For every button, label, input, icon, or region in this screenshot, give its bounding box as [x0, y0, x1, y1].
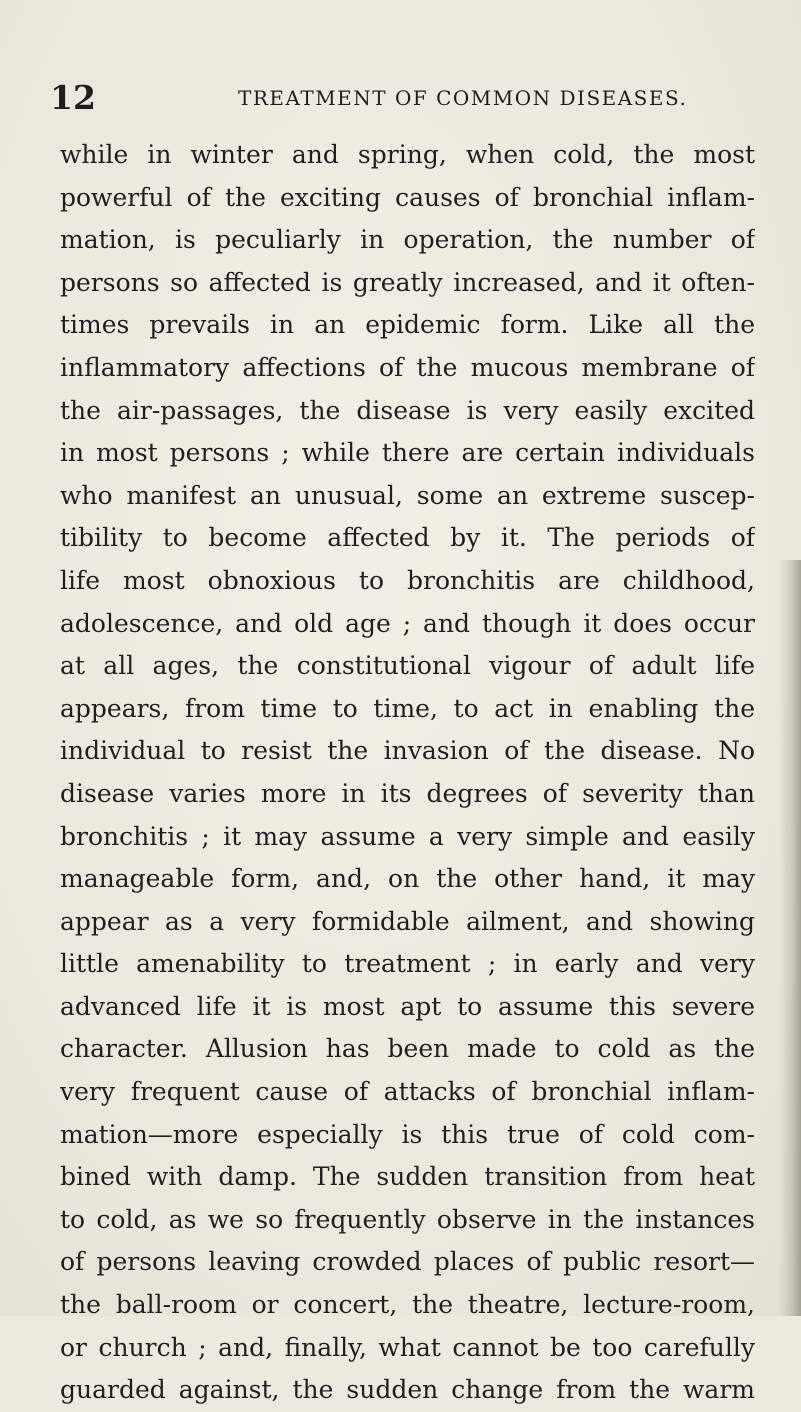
text-line: appear as a very formidable ailment, and showing — [60, 906, 755, 936]
text-line: manageable form, and, on the other hand, it may — [60, 864, 755, 894]
text-line: bined with damp. The sudden transition from heat — [60, 1162, 755, 1192]
text-line: mation—more especially is this true of cold com- — [60, 1119, 755, 1149]
text-line: to cold, as we so frequently observe in the instances — [60, 1204, 755, 1234]
text-line: advanced life it is most apt to assume this severe — [60, 991, 755, 1021]
text-line: the air-passages, the disease is very easily excited — [60, 395, 755, 425]
text-line: disease varies more in its degrees of severity than — [60, 778, 755, 808]
text-line: who manifest an unusual, some an extreme suscep- — [60, 480, 755, 510]
text-line: bronchitis ; it may assume a very simple and easily — [60, 821, 755, 851]
running-head: TREATMENT OF COMMON DISEASES. — [238, 86, 688, 110]
text-line: of persons leaving crowded places of public resort— — [60, 1247, 755, 1277]
text-line: powerful of the exciting causes of bronchial inflam- — [60, 182, 755, 212]
text-line: while in winter and spring, when cold, the most — [60, 140, 755, 169]
page-header — [50, 78, 750, 118]
text-line: guarded against, the sudden change from the warm — [60, 1375, 755, 1405]
text-line: inflammatory affections of the mucous membrane of — [60, 352, 755, 382]
text-line: life most obnoxious to bronchitis are childhood, — [60, 565, 755, 595]
text-line: persons so affected is greatly increased, and it often- — [60, 267, 755, 297]
text-line: individual to resist the invasion of the disease. No — [60, 736, 755, 766]
text-line: at all ages, the constitutional vigour of adult life — [60, 651, 755, 681]
page-number: 12 — [50, 78, 96, 117]
text-line: times prevails in an epidemic form. Like all the — [60, 310, 755, 340]
text-line: character. Allusion has been made to cold as the — [60, 1034, 755, 1064]
text-line: very frequent cause of attacks of bronchial inflam- — [60, 1077, 755, 1107]
text-line: appears, from time to time, to act in enabling the — [60, 693, 755, 723]
text-line: the ball-room or concert, the theatre, lecture-room, — [60, 1290, 755, 1320]
text-line: tibility to become affected by it. The periods of — [60, 523, 755, 553]
text-line: little amenability to treatment ; in early and very — [60, 949, 755, 979]
text-line: mation, is peculiarly in operation, the number of — [60, 225, 755, 255]
body-paragraph — [60, 134, 755, 1412]
text-line: adolescence, and old age ; and though it does occur — [60, 608, 755, 638]
text-line: or church ; and, finally, what cannot be too carefully — [60, 1332, 755, 1362]
text-line: in most persons ; while there are certain individuals — [60, 438, 755, 468]
page-edge-shadow — [779, 560, 801, 1316]
